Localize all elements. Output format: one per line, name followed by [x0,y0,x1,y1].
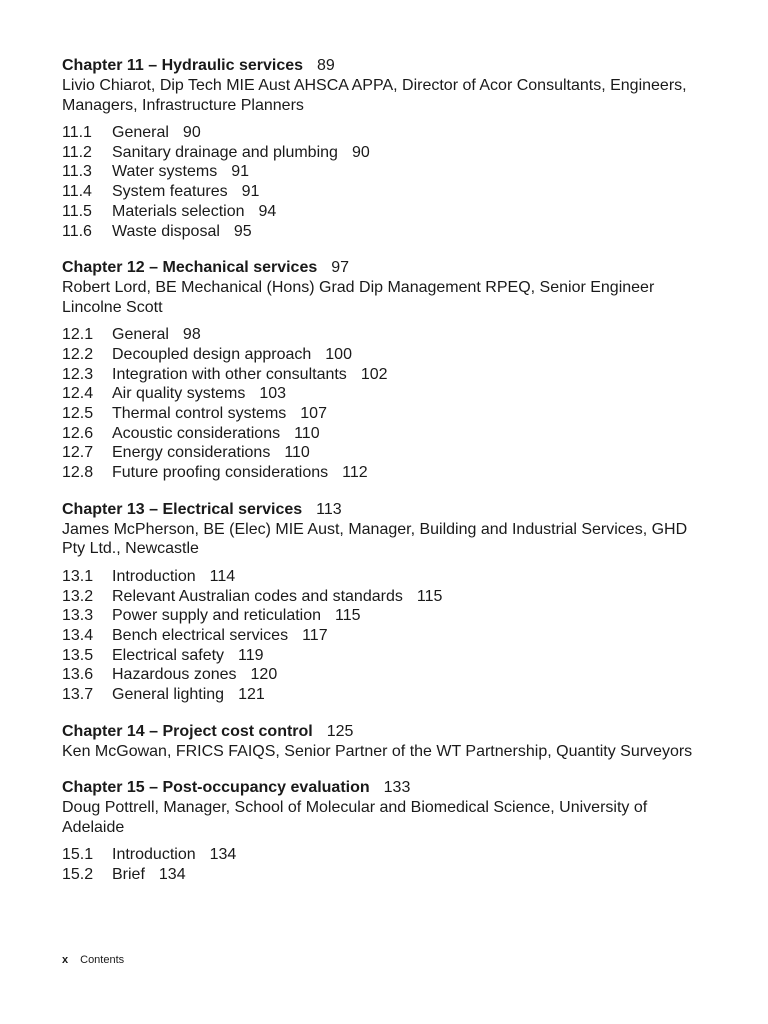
section-number: 13.6 [62,666,94,684]
section-number: 15.2 [62,865,94,883]
section-item [62,665,702,685]
section-page-number: 119 [238,646,264,664]
section-title: General [112,326,169,344]
section-title: Future proofing considerations [112,464,329,482]
chapter-page-number: 113 [316,500,342,518]
contents-page [62,56,702,902]
section-title: Hazardous zones [112,666,237,684]
chapter-page-number: 133 [383,779,411,797]
chapter-11 [62,56,702,241]
section-title: Electrical safety [112,646,225,664]
section-item [62,865,702,885]
section-title: Integration with other consultants [112,365,347,383]
section-number: 12.7 [62,444,94,462]
section-page-number: 103 [259,385,287,403]
section-number: 12.4 [62,385,94,403]
section-title: Decoupled design approach [112,345,312,363]
chapter-title: Chapter 13 – Electrical services [62,500,303,518]
section-title: Relevant Australian codes and standards [112,587,403,605]
running-head: Contents [80,954,125,966]
chapter-14 [62,722,702,762]
section-number: 13.4 [62,626,94,644]
section-title: Water systems [112,163,218,181]
chapter-heading [62,258,702,278]
section-page-number: 134 [158,865,186,883]
chapter-author: Livio Chiarot, Dip Tech MIE Aust AHSCA APPA, Director of Acor Consultants, Engineers, Managers, Infrastructure Planners [62,77,687,114]
chapter-author: Doug Pottrell, Manager, School of Molecular and Biomedical Science, University of Adelaide [62,799,648,836]
chapter-12 [62,258,702,483]
section-item [62,345,702,365]
section-title: General [112,124,169,141]
section-number: 12.1 [62,326,94,344]
section-page-number: 91 [231,163,249,181]
section-page-number: 98 [182,326,201,344]
section-page-number: 114 [209,567,236,585]
section-item [62,162,702,182]
section-page-number: 110 [294,424,320,442]
chapter-13 [62,500,702,705]
section-title: System features [112,183,228,201]
section-title: Power supply and reticulation [112,607,322,625]
section-title: Thermal control systems [112,405,287,423]
section-number: 11.5 [62,202,92,220]
section-list [62,325,702,483]
section-page-number: 102 [360,365,388,383]
section-item [62,143,702,163]
section-title: Air quality systems [112,385,246,403]
section-number: 13.2 [62,587,94,605]
section-page-number: 95 [233,222,252,240]
section-page-number: 91 [241,183,260,201]
page-folio: x [62,954,69,966]
chapter-heading [62,778,702,798]
section-number: 13.3 [62,607,94,625]
section-number: 13.1 [62,567,94,585]
chapter-author: Robert Lord, BE Mechanical (Hons) Grad Dip Management RPEQ, Senior Engineer Lincolne Scott [62,279,655,316]
section-page-number: 120 [250,666,278,684]
section-list [62,845,702,884]
section-page-number: 90 [351,143,370,161]
section-number: 12.8 [62,464,94,482]
chapter-heading [62,500,702,520]
section-page-number: 107 [300,405,327,423]
section-list [62,567,702,705]
section-page-number: 121 [238,686,265,704]
section-item [62,567,702,587]
section-item [62,365,702,385]
section-item [62,443,702,463]
section-item [62,424,702,444]
section-item [62,123,702,143]
section-item [62,222,702,242]
section-title: General lighting [112,686,225,704]
section-page-number: 110 [284,444,310,462]
section-item [62,182,702,202]
section-item [62,384,702,404]
section-number: 11.3 [62,163,92,181]
section-title: Energy considerations [112,444,271,462]
section-number: 12.5 [62,405,94,423]
section-number: 11.4 [62,183,92,201]
section-title: Brief [112,865,145,883]
section-title: Introduction [112,846,196,864]
section-page-number: 115 [335,607,361,625]
section-number: 11.2 [62,143,92,161]
chapter-title: Chapter 14 – Project cost control [62,722,313,740]
chapter-title: Chapter 11 – Hydraulic services [62,57,304,74]
chapter-page-number: 97 [331,259,350,277]
chapter-author: Ken McGowan, FRICS FAIQS, Senior Partner of the WT Partnership, Quantity Surveyors [62,742,693,760]
section-item [62,606,702,626]
section-title: Materials selection [112,202,245,220]
section-number: 12.3 [62,365,94,383]
section-page-number: 115 [416,587,443,605]
chapter-heading [62,722,702,742]
section-page-number: 90 [182,124,201,141]
section-item [62,685,702,705]
section-title: Bench electrical services [112,626,289,644]
section-page-number: 112 [342,464,368,482]
chapter-title: Chapter 12 – Mechanical services [62,259,318,277]
section-item [62,626,702,646]
section-title: Waste disposal [112,222,220,240]
section-number: 15.1 [62,846,94,864]
chapter-page-number: 89 [317,57,335,74]
page-footer [62,953,124,967]
section-item [62,463,702,483]
section-title: Acoustic considerations [112,424,281,442]
chapter-page-number: 125 [326,722,354,740]
section-item [62,202,702,222]
section-number: 12.2 [62,345,94,363]
section-item [62,587,702,607]
section-list [62,123,702,241]
section-page-number: 117 [302,626,328,644]
section-number: 13.5 [62,646,94,664]
section-page-number: 100 [325,345,352,363]
chapter-heading [62,56,702,76]
section-item [62,325,702,345]
section-title: Introduction [112,567,196,585]
chapter-15 [62,778,702,884]
section-number: 13.7 [62,686,94,704]
section-number: 11.1 [62,124,92,141]
chapter-author: James McPherson, BE (Elec) MIE Aust, Manager, Building and Industrial Services, GHD Pty Ltd., Newcastle [62,520,688,558]
section-title: Sanitary drainage and plumbing [112,143,338,161]
section-item [62,845,702,865]
section-page-number: 134 [209,846,237,864]
section-item [62,404,702,424]
section-number: 11.6 [62,222,92,240]
section-item [62,646,702,666]
chapter-title: Chapter 15 – Post-occupancy evaluation [62,779,370,797]
section-number: 12.6 [62,424,94,442]
section-page-number: 94 [258,202,277,220]
